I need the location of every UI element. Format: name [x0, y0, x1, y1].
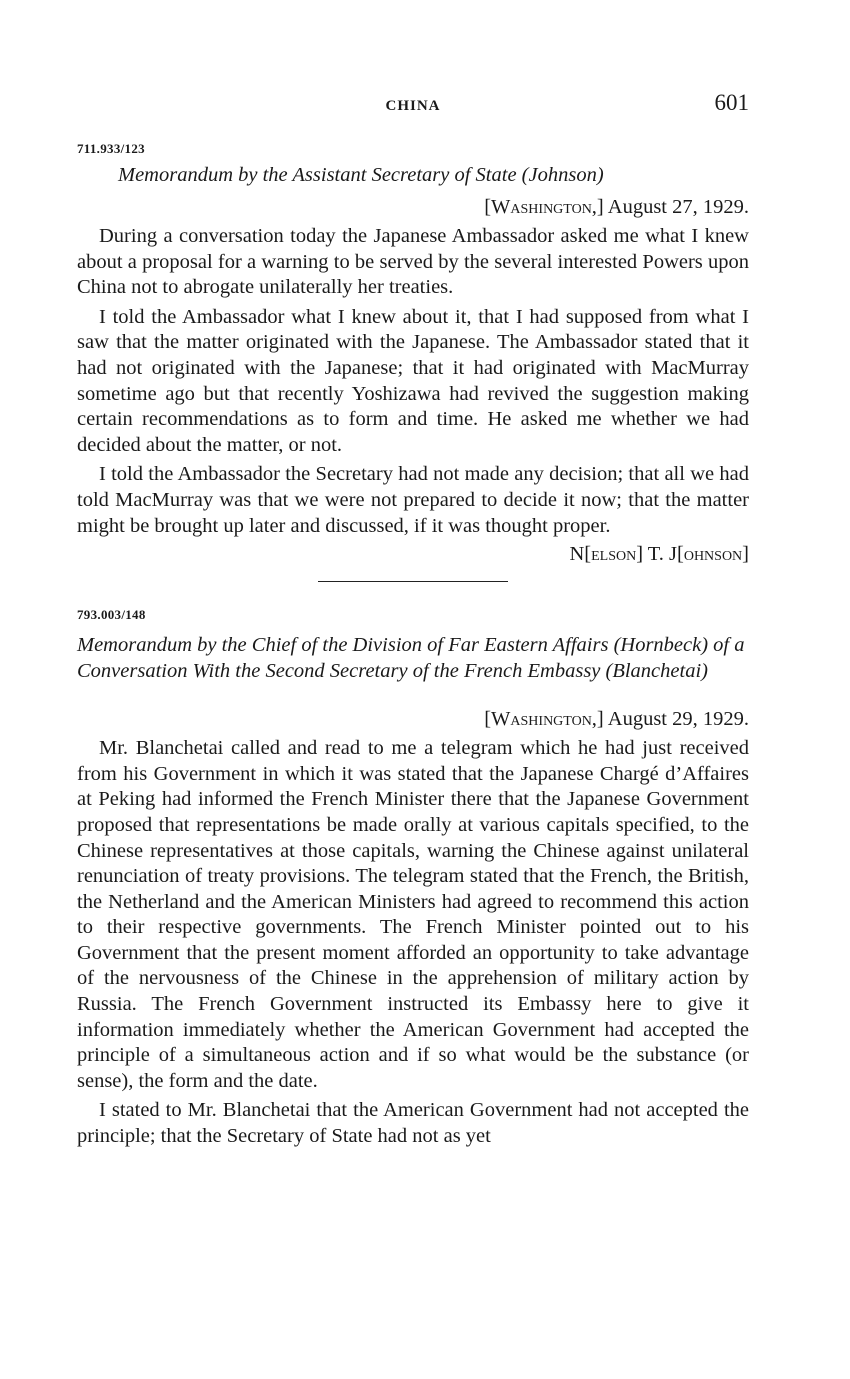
- running-head: [77, 88, 749, 124]
- dateline-place: [Washington,]: [484, 708, 604, 731]
- paragraph: During a conversation today the Japanese Ambassador asked me what I knew about a proposal for a warning to be served by the several interested Powers upon China not to abrogate unilaterally her treaties.: [77, 225, 749, 299]
- dateline-date: August 27, 1929.: [607, 196, 749, 218]
- dateline-date: August 29, 1929.: [607, 708, 749, 731]
- memorandum-johnson: [77, 140, 749, 567]
- file-reference: 711.933/123: [77, 141, 145, 156]
- memorandum-hornbeck: [77, 606, 749, 1150]
- running-title: CHINA: [385, 98, 441, 114]
- file-reference: 793.003/148: [77, 607, 146, 623]
- document-title: Memorandum by the Assistant Secretary of State (Johnson): [118, 164, 604, 186]
- document-title: Memorandum by the Chief of the Division of Far Eastern Affairs (Hornbeck) of a Conversation With the Second Secretary of the French Embassy (Blanchetai): [77, 634, 745, 683]
- section-divider: [318, 581, 508, 582]
- paragraph: Mr. Blanchetai called and read to me a telegram which he had just received from his Government in which it was stated that the Japanese Chargé d’Affaires at Peking had informed the French Minister there that the Japanese Government proposed that representations be made orally at various capitals specified, to the Chinese representatives at those capitals, warning the Chinese against unilateral renunciation of treaty provisions. The telegram stated that the French, the British, the Netherland and the American Ministers had agreed to recommend this action to their respective governments. The French Minister pointed out to his Government that the present moment afforded an opportunity to take advantage of the nervousness of the Chinese in the apprehension of military action by Russia. The French Government instructed its Embassy here to give it information immediately whether the American Government had accepted the principle of a simultaneous action and if so what would be the substance (or sense), the form and the date.: [77, 737, 749, 1092]
- signature: N[elson] T. J[ohnson]: [569, 543, 749, 566]
- document-page: [77, 88, 749, 1150]
- page-number: 601: [714, 90, 749, 115]
- dateline: [77, 194, 749, 220]
- dateline-place: [Washington,]: [484, 196, 604, 218]
- paragraph: I stated to Mr. Blanchetai that the American Government had not accepted the principle; that the Secretary of State had not as yet: [77, 1099, 749, 1148]
- paragraph: I told the Ambassador what I knew about it, that I had supposed from what I saw that the matter originated with the Japanese. The Ambassador stated that it had not originated with the Japanese; that it had originated with MacMurray sometime ago but that recently Yoshizawa had revived the suggestion making certain recommendations as to form and time. He asked me whether we had decided about the matter, or not.: [77, 305, 749, 456]
- dateline: [77, 706, 749, 732]
- paragraph: I told the Ambassador the Secretary had not made any decision; that all we had told MacMurray was that we were not prepared to decide it now; that the matter might be brought up later and discussed, if it was thought proper.: [77, 463, 749, 537]
